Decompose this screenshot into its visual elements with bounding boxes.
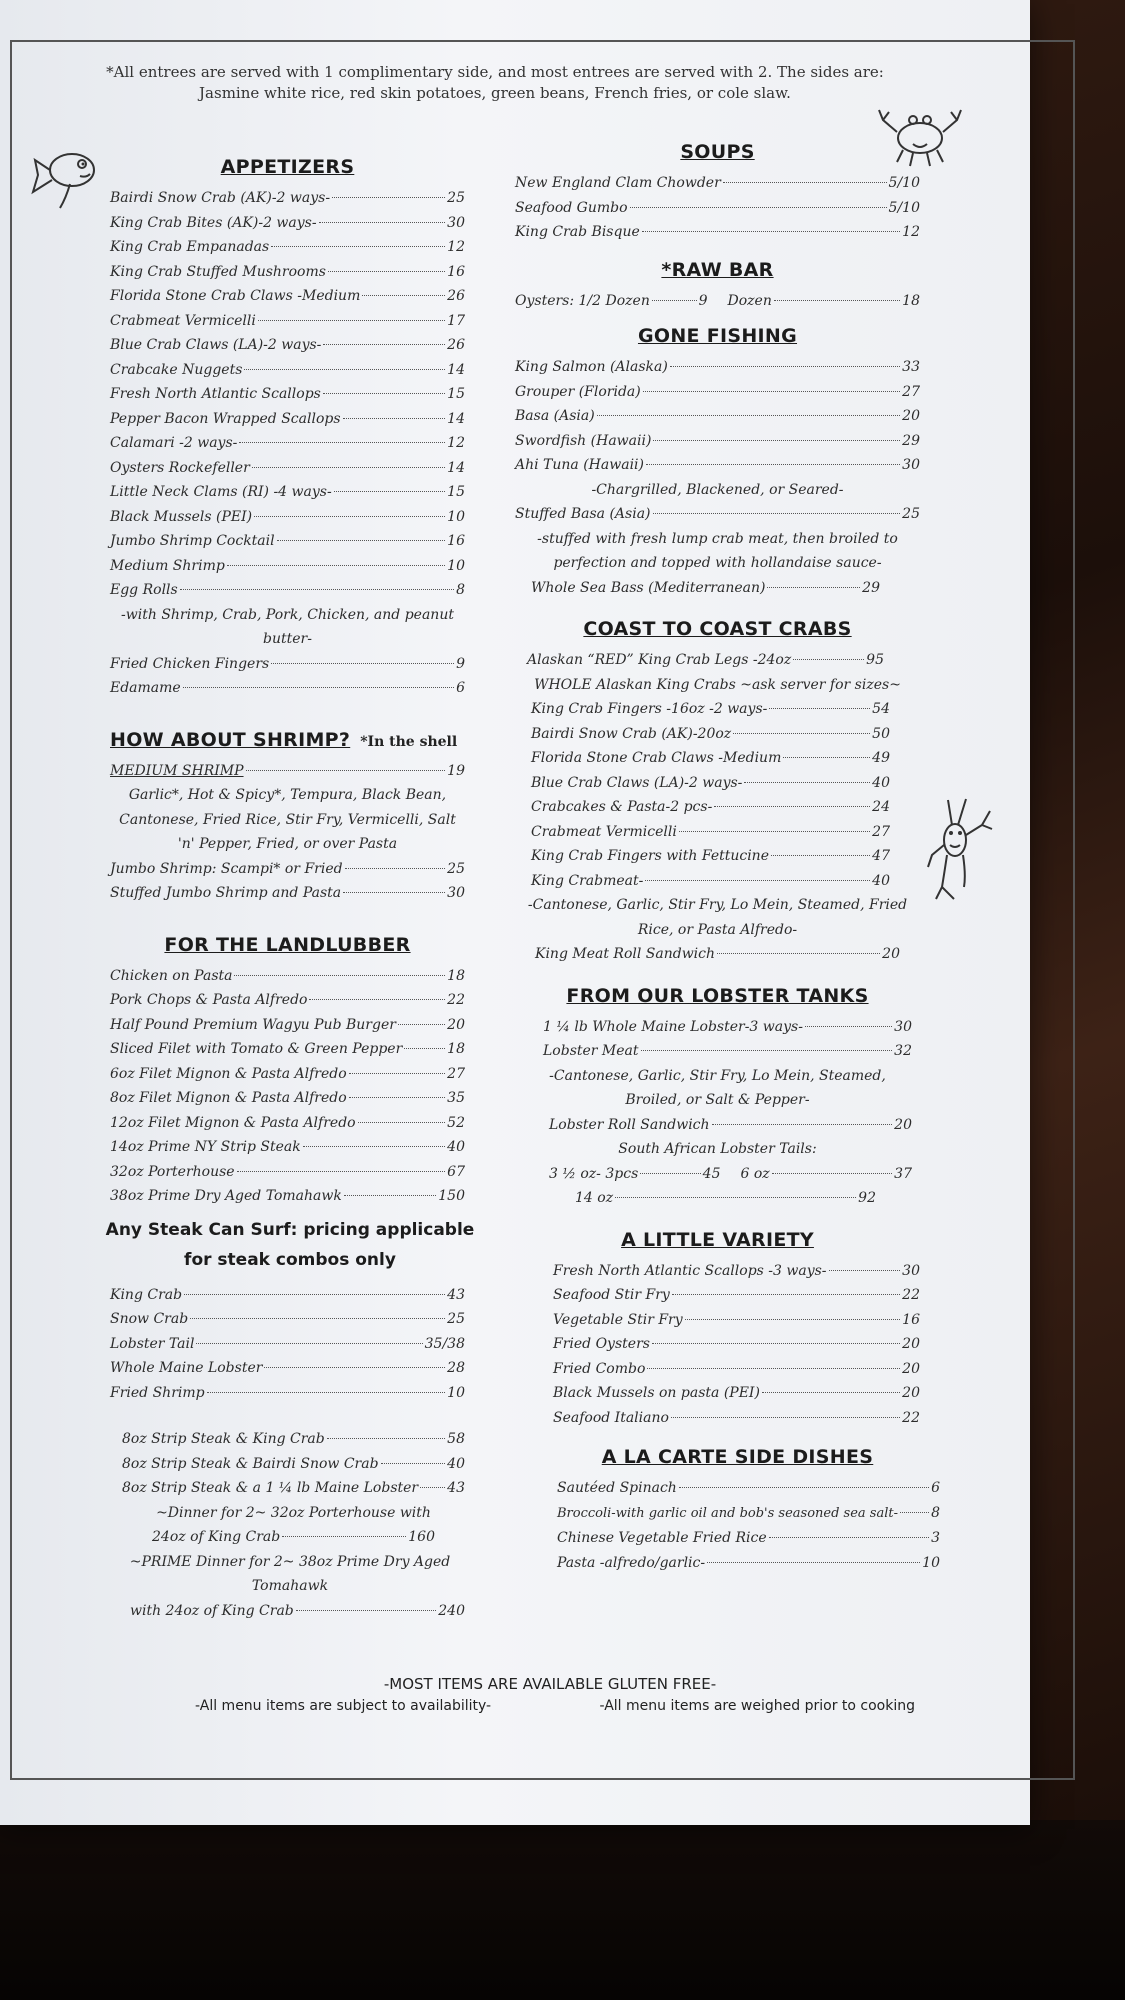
- list-item: Fried Chicken Fingers 9: [110, 655, 465, 672]
- list-item: Swordfish (Hawaii) 29: [515, 432, 920, 449]
- list-item: Egg Rolls 8: [110, 582, 465, 598]
- list-item: Whole Sea Bass (Mediterranean) 29: [531, 579, 880, 596]
- list-item: Broccoli-with garlic oil and bob's seasoned sea salt- 8: [557, 1504, 940, 1521]
- sides-heading: A LA CARTE SIDE DISHES: [601, 1446, 874, 1468]
- list-item: Pepper Bacon Wrapped Scallops 14: [110, 410, 465, 427]
- list-item: Sliced Filet with Tomato & Green Pepper 18: [110, 1041, 465, 1057]
- lobster-cartoon-icon: [920, 795, 1000, 905]
- gluten-free-note: -MOST ITEMS ARE AVAILABLE GLUTEN FREE-: [383, 1675, 717, 1693]
- egg-roll-note: -with Shrimp, Crab, Pork, Chicken, and peanut butter-: [121, 606, 454, 647]
- surf-list: [110, 1283, 465, 1406]
- list-item: Fresh North Atlantic Scallops -3 ways- 30: [553, 1262, 920, 1279]
- stuffed-basa-note: -stuffed with fresh lump crab meat, then broiled to perfection and topped with hollandaise sauce-: [537, 530, 898, 571]
- list-item: Crabcake Nuggets 14: [110, 361, 465, 378]
- list-item: Blue Crab Claws (LA)-2 ways- 26: [110, 337, 465, 353]
- fish-prep-note: -Chargrilled, Blackened, or Seared-: [591, 481, 844, 498]
- list-item: 6oz Filet Mignon & Pasta Alfredo 27: [110, 1065, 465, 1082]
- whole-crab-note: WHOLE Alaskan King Crabs ~ask server for sizes~: [534, 676, 901, 693]
- crab-styles-note: -Cantonese, Garlic, Stir Fry, Lo Mein, Steamed, Fried Rice, or Pasta Alfredo-: [527, 897, 908, 938]
- list-item: Calamari -2 ways- 12: [110, 435, 465, 451]
- appetizers-heading: APPETIZERS: [220, 156, 355, 178]
- shrimp-heading-row: [110, 723, 465, 759]
- list-item: Lobster Roll Sandwich 20: [549, 1116, 912, 1133]
- list-item: Seafood Gumbo 5/10: [515, 199, 920, 216]
- list-item: 8oz Filet Mignon & Pasta Alfredo 35: [110, 1090, 465, 1106]
- list-item: Oysters Rockefeller 14: [110, 459, 465, 476]
- list-item: 12oz Filet Mignon & Pasta Alfredo 52: [110, 1114, 465, 1131]
- list-item: Crabmeat Vermicelli 27: [531, 823, 890, 840]
- list-item: 6 oz 37: [740, 1165, 912, 1182]
- list-item: 1 ¼ lb Whole Maine Lobster-3 ways- 30: [543, 1018, 912, 1035]
- list-item: Chicken on Pasta 18: [110, 967, 465, 984]
- list-item: Lobster Tail 35/38: [110, 1335, 465, 1352]
- list-item: Pork Chops & Pasta Alfredo 22: [110, 992, 465, 1008]
- list-item: 3 ½ oz- 3pcs 45: [549, 1165, 721, 1182]
- list-item: Blue Crab Claws (LA)-2 ways- 40: [531, 774, 890, 791]
- list-item: Whole Maine Lobster 28: [110, 1360, 465, 1376]
- list-item: King Meat Roll Sandwich 20: [535, 946, 900, 962]
- list-item: Seafood Stir Fry 22: [553, 1287, 920, 1303]
- list-item: Chinese Vegetable Fried Rice 3: [557, 1530, 940, 1546]
- rawbar-heading: *RAW BAR: [661, 258, 774, 281]
- list-item: King Crab Fingers with Fettucine 47: [531, 848, 890, 864]
- crabs-list: [515, 697, 920, 893]
- list-item: Sautéed Spinach 6: [557, 1480, 940, 1496]
- prime-dinner-line: ~PRIME Dinner for 2~ 38oz Prime Dry Aged Tomahawk: [129, 1553, 451, 1594]
- right-column: [515, 135, 940, 1575]
- list-item: Lobster Meat 32: [543, 1043, 912, 1059]
- list-item: with 24oz of King Crab 240: [130, 1602, 465, 1619]
- list-item: Jumbo Shrimp: Scampi* or Fried 25: [110, 860, 465, 877]
- list-item: Alaskan “RED” King Crab Legs -24oz 95: [527, 652, 884, 668]
- list-item: 38oz Prime Dry Aged Tomahawk 150: [110, 1188, 465, 1204]
- list-item: 8oz Strip Steak & Bairdi Snow Crab 40: [122, 1455, 465, 1472]
- list-item: Bairdi Snow Crab (AK)-20oz 50: [531, 725, 890, 742]
- list-item: 14 oz 92: [575, 1190, 876, 1206]
- list-item: Florida Stone Crab Claws -Medium 49: [531, 750, 890, 766]
- list-item: Half Pound Premium Wagyu Pub Burger 20: [110, 1016, 465, 1033]
- list-item: Stuffed Basa (Asia) 25: [515, 506, 920, 522]
- shrimp-heading: HOW ABOUT SHRIMP?: [110, 728, 351, 751]
- fish-cartoon-icon: [30, 140, 105, 215]
- sides-note: *All entrees are served with 1 complimentary side, and most entrees are served with 2. The sides are: Jasmine white rice, red skin potatoes, green beans, French fries, or cole slaw.: [106, 63, 884, 102]
- list-item: King Crab Bites (AK)-2 ways- 30: [110, 214, 465, 231]
- list-item: Crabmeat Vermicelli 17: [110, 312, 465, 329]
- list-item: Edamame 6: [110, 680, 465, 696]
- list-item: Bairdi Snow Crab (AK)-2 ways- 25: [110, 190, 465, 206]
- list-item: 14oz Prime NY Strip Steak 40: [110, 1139, 465, 1155]
- list-item: MEDIUM SHRIMP 19: [110, 762, 465, 779]
- lobster-tails-heading: South African Lobster Tails:: [618, 1141, 817, 1157]
- crabs-heading: COAST TO COAST CRABS: [583, 618, 852, 640]
- lobster-tails-row: [515, 1162, 920, 1187]
- soups-heading: SOUPS: [680, 141, 755, 163]
- list-item: Grouper (Florida) 27: [515, 383, 920, 400]
- list-item: Fried Combo 20: [553, 1360, 920, 1377]
- rawbar-row: [515, 289, 920, 314]
- sides-list: [515, 1476, 940, 1575]
- list-item: Little Neck Clams (RI) -4 ways- 15: [110, 484, 465, 500]
- variety-heading: A LITTLE VARIETY: [621, 1228, 814, 1251]
- combo-list: [110, 1427, 465, 1550]
- list-item: 32oz Porterhouse 67: [110, 1163, 465, 1180]
- weighed-note: -All menu items are weighed prior to cooking: [599, 1698, 915, 1714]
- list-item: Ahi Tuna (Hawaii) 30: [515, 457, 920, 473]
- availability-note: -All menu items are subject to availability-: [195, 1698, 492, 1714]
- list-item: Crabcakes & Pasta-2 pcs- 24: [531, 799, 890, 815]
- list-item: King Crab Stuffed Mushrooms 16: [110, 263, 465, 280]
- list-item: Basa (Asia) 20: [515, 408, 920, 424]
- list-item: Florida Stone Crab Claws -Medium 26: [110, 288, 465, 304]
- footer-notes: [195, 1698, 915, 1714]
- list-item: 8oz Strip Steak & King Crab 58: [122, 1431, 465, 1447]
- list-item: Fried Shrimp 10: [110, 1384, 465, 1401]
- list-item: Black Mussels (PEI) 10: [110, 508, 465, 525]
- shrimp-styles: Garlic*, Hot & Spicy*, Tempura, Black Bean, Cantonese, Fried Rice, Stir Fry, Vermicelli, Salt 'n' Pepper, Fried, or over Pasta: [119, 787, 456, 852]
- list-item: 8oz Strip Steak & a 1 ¼ lb Maine Lobster 43: [122, 1480, 465, 1496]
- dinner-for-two-line: ~Dinner for 2~ 32oz Porterhouse with: [156, 1504, 431, 1521]
- variety-list: [515, 1259, 920, 1431]
- lobster-styles-note: -Cantonese, Garlic, Stir Fry, Lo Mein, Steamed, Broiled, or Salt & Pepper-: [549, 1067, 886, 1108]
- list-item: Medium Shrimp 10: [110, 557, 465, 574]
- list-item: Fried Oysters 20: [553, 1336, 920, 1352]
- list-item: Dozen 18: [727, 292, 920, 309]
- list-item: New England Clam Chowder 5/10: [515, 175, 920, 191]
- list-item: Black Mussels on pasta (PEI) 20: [553, 1385, 920, 1401]
- list-item: Stuffed Jumbo Shrimp and Pasta 30: [110, 885, 465, 901]
- lobster-heading: FROM OUR LOBSTER TANKS: [566, 984, 869, 1007]
- list-item: King Crab Bisque 12: [515, 224, 920, 240]
- left-column: [105, 150, 475, 1623]
- surf-heading: Any Steak Can Surf: pricing applicable for steak combos only: [105, 1219, 475, 1270]
- list-item: Fresh North Atlantic Scallops 15: [110, 386, 465, 402]
- shrimp-subtitle: *In the shell: [360, 733, 458, 750]
- list-item: King Crab Fingers -16oz -2 ways- 54: [531, 701, 890, 717]
- list-item: Jumbo Shrimp Cocktail 16: [110, 533, 465, 549]
- lobster-list: [515, 1015, 920, 1064]
- list-item: Pasta -alfredo/garlic- 10: [557, 1554, 940, 1571]
- appetizers-list: [110, 186, 465, 701]
- list-item: Snow Crab 25: [110, 1311, 465, 1327]
- table-edge: [0, 1820, 1125, 2000]
- list-item: King Salmon (Alaska) 33: [515, 359, 920, 375]
- list-item: King Crabmeat- 40: [531, 872, 890, 889]
- fishing-heading: GONE FISHING: [637, 325, 798, 347]
- list-item: Vegetable Stir Fry 16: [553, 1311, 920, 1328]
- landlubber-heading: FOR THE LANDLUBBER: [164, 933, 411, 956]
- list-item: Oysters: 1/2 Dozen 9: [515, 292, 708, 309]
- landlubber-list: [110, 964, 465, 1209]
- list-item: Seafood Italiano 22: [553, 1409, 920, 1426]
- list-item: 24oz of King Crab 160: [152, 1529, 435, 1545]
- list-item: King Crab Empanadas 12: [110, 239, 465, 255]
- list-item: King Crab 43: [110, 1286, 465, 1303]
